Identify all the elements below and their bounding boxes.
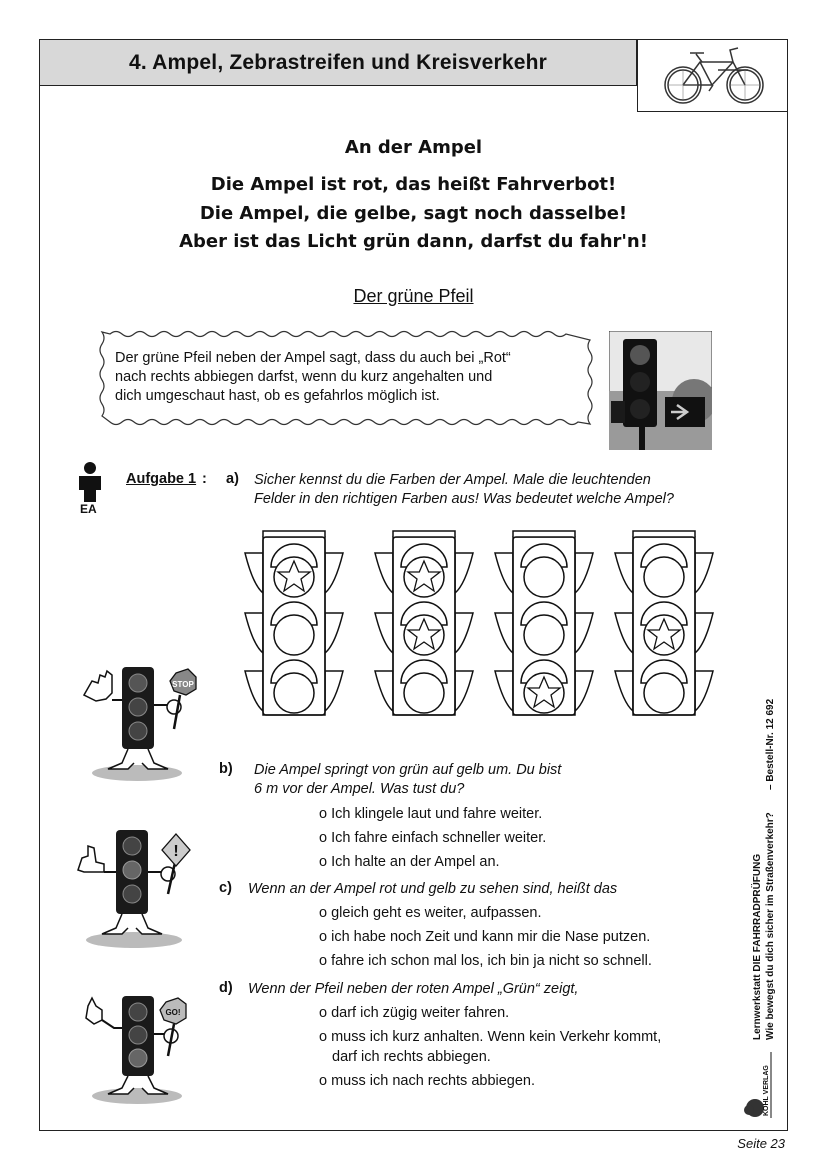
poem-title: An der Ampel <box>344 137 483 158</box>
ea-label: EA <box>80 502 97 516</box>
publisher-logo <box>741 1050 781 1120</box>
info-text <box>115 349 575 406</box>
traffic-light-yellow <box>615 531 713 715</box>
info-line: dich umgeschaut hast, ob es gefahrlos möglich ist. <box>115 388 440 404</box>
task-colon: : <box>202 471 207 487</box>
traffic-light-green <box>495 531 593 715</box>
traffic-light-red <box>245 531 343 715</box>
poem-line: Die Ampel ist rot, das heißt Fahrverbot! <box>210 174 617 195</box>
option-b3[interactable]: o Ich halte an der Ampel an. <box>319 854 500 870</box>
section-title: Der grüne Pfeil <box>353 286 474 306</box>
option-b1[interactable]: o Ich klingele laut und fahre weiter. <box>319 806 543 822</box>
page-title: 4. Ampel, Zebrastreifen und Kreisverkehr <box>128 50 548 74</box>
info-line: Der grüne Pfeil neben der Ampel sagt, dass du auch bei „Rot“ <box>115 350 511 366</box>
option-c3[interactable]: o fahre ich schon mal los, ich bin ja nicht so schnell. <box>319 953 652 969</box>
side-subtitle: Wie bewegst du dich sicher im Straßenverkehr? <box>765 812 776 1040</box>
go-sign-text: GO! <box>165 1008 181 1017</box>
green-arrow-photo <box>609 331 712 450</box>
task-c-letter: c) <box>219 880 232 896</box>
option-b2[interactable]: o Ich fahre einfach schneller weiter. <box>319 830 547 846</box>
warning-sign-text: ! <box>173 843 179 860</box>
bicycle-illustration <box>637 39 788 112</box>
side-series-title: Lernwerkstatt DIE FAHRRADPRÜFUNG <box>752 853 763 1040</box>
option-d1[interactable]: o darf ich zügig weiter fahren. <box>319 1005 510 1021</box>
task-a-text <box>254 471 674 509</box>
task-line: 6 m vor der Ampel. Was tust du? <box>254 781 465 797</box>
traffic-light-red-yellow <box>375 531 473 715</box>
person-icon <box>76 462 104 502</box>
traffic-light-mascot-stop <box>82 665 202 783</box>
task-c-text: Wenn an der Ampel rot und gelb zu sehen sind, heißt das <box>248 881 618 897</box>
task-b-letter: b) <box>219 761 233 777</box>
stop-sign-text: STOP <box>172 680 194 689</box>
task-d-text: Wenn der Pfeil neben der roten Ampel „Grün“ zeigt, <box>248 981 579 997</box>
poem-line: Aber ist das Licht grün dann, darfst du fahr'n! <box>179 231 648 252</box>
task-d-letter: d) <box>219 980 233 996</box>
side-order-number: – Bestell-Nr. 12 692 <box>765 698 776 790</box>
task-line: Felder in den richtigen Farben aus! Was bedeutet welche Ampel? <box>254 491 674 507</box>
traffic-lights-coloring <box>240 525 720 725</box>
task-line: Sicher kennst du die Farben der Ampel. Male die leuchtenden <box>254 472 651 488</box>
page-header <box>39 39 637 86</box>
info-line: nach rechts abbiegen darfst, wenn du kurz angehalten und <box>115 369 493 385</box>
poem-line: Die Ampel, die gelbe, sagt noch dasselbe! <box>199 203 628 224</box>
option-d3[interactable]: o muss ich nach rechts abbiegen. <box>319 1073 536 1089</box>
task-line: Die Ampel springt von grün auf gelb um. Du bist <box>254 762 562 778</box>
option-c2[interactable]: o ich habe noch Zeit und kann mir die Nase putzen. <box>319 929 651 945</box>
option-c1[interactable]: o gleich geht es weiter, aufpassen. <box>319 905 542 921</box>
page-number: Seite 23 <box>737 1136 785 1151</box>
task-a-letter: a) <box>226 471 239 487</box>
option-d2[interactable]: o muss ich kurz anhalten. Wenn kein Verkehr kommt, <box>319 1029 662 1045</box>
option-d2-cont: darf ich rechts abbiegen. <box>332 1049 491 1065</box>
traffic-light-mascot-go <box>82 994 202 1106</box>
traffic-light-mascot-warning <box>76 828 196 950</box>
task-label: Aufgabe 1 <box>126 471 197 487</box>
task-b-text <box>254 761 561 799</box>
publisher-name: KOHL VERLAG <box>763 1065 770 1116</box>
